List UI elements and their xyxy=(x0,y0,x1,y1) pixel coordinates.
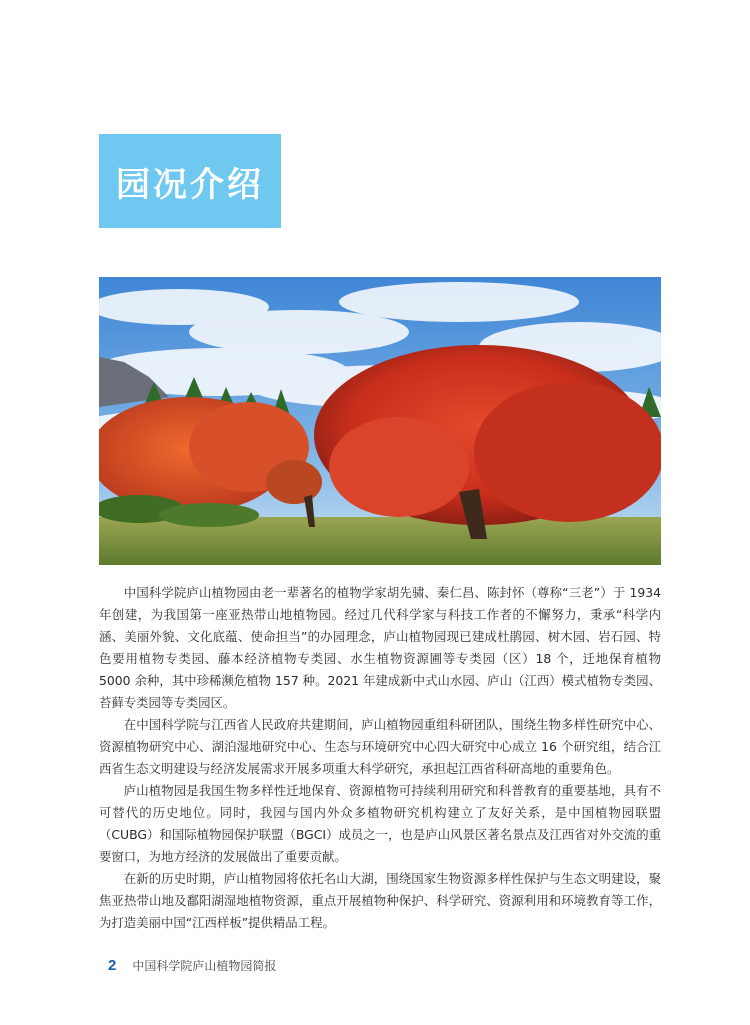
section-title-box xyxy=(99,134,281,228)
paragraph: 中国科学院庐山植物园由老一辈著名的植物学家胡先骕、秦仁昌、陈封怀（尊称“三老”）于 1934 年创建，为我国第一座亚热带山地植物园。经过几代科学家与科技工作者的不懈努力，秉承“科学内涵、美丽外貌、文化底蕴、使命担当”的办园理念，庐山植物园现已建成杜鹃园、树木园、岩石园、特色要用植物专类园、藤本经济植物专类园、水生植物资源圃等专类园（区）18 个，迁地保育植物 5000 余种，其中珍稀濒危植物 157 种。2021 年建成新中式山水园、庐山（江西）模式植物专类园、苔藓专类园等专类园区。 xyxy=(99,585,661,710)
intro-body xyxy=(99,582,661,934)
paragraph: 庐山植物园是我国生物多样性迁地保育、资源植物可持续利用研究和科普教育的重要基地，具有不可替代的历史地位。同时，我园与国内外众多植物研究机构建立了友好关系，是中国植物园联盟（CUBG）和国际植物园保护联盟（BGCI）成员之一，也是庐山风景区著名景点及江西省对外交流的重要窗口，为地方经济的发展做出了重要贡献。 xyxy=(99,783,661,864)
page-footer xyxy=(108,955,276,975)
section-title: 园况介绍 xyxy=(116,164,264,205)
garden-photo xyxy=(99,277,661,565)
paragraph: 在中国科学院与江西省人民政府共建期间，庐山植物园重组科研团队，围绕生物多样性研究中心、资源植物研究中心、湖泊湿地研究中心、生态与环境研究中心四大研究中心成立 16 个研究组，结合江西省生态文明建设与经济发展需求开展多项重大科学研究，承担起江西省科研高地的重要角色。 xyxy=(99,717,661,776)
autumn-trees-illustration xyxy=(99,277,661,565)
publication-title: 中国科学院庐山植物园简报 xyxy=(132,958,277,973)
page-number: 2 xyxy=(108,956,117,974)
paragraph: 在新的历史时期，庐山植物园将依托名山大湖，围绕国家生物资源多样性保护与生态文明建设，聚焦亚热带山地及鄱阳湖湿地植物资源，重点开展植物种保护、科学研究、资源利用和环境教育等工作，为打造美丽中国“江西样板”提供精品工程。 xyxy=(99,871,661,930)
